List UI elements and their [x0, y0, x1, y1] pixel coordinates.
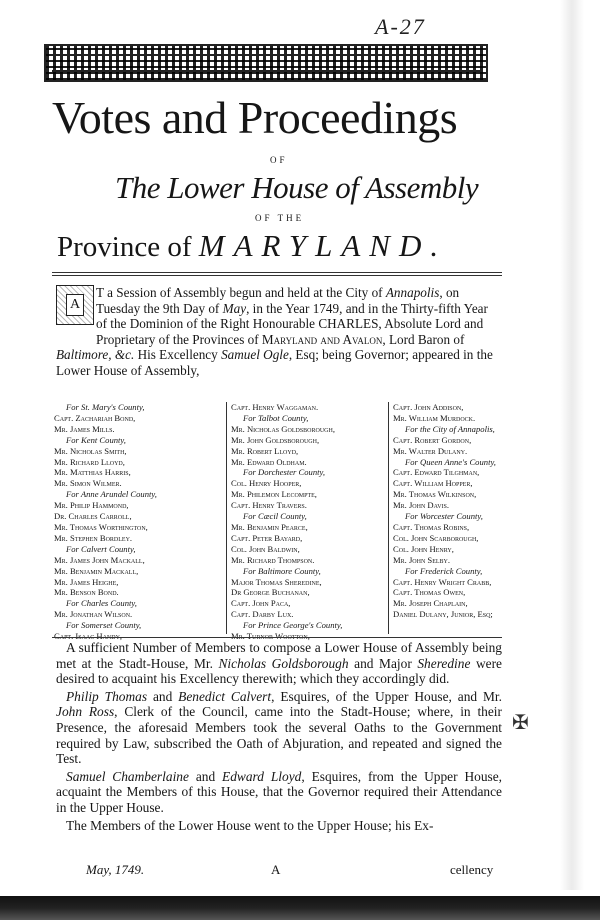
member-name: Mr. Benjamin Mackall, [54, 565, 139, 576]
member-name: Capt. John Paca, [231, 598, 291, 609]
title-lower-house: The Lower House of Assembly [115, 170, 479, 205]
member-name: Mr. Stephen Bordley. [54, 532, 133, 543]
county-heading: For Frederick County, [405, 565, 483, 576]
title-province-label: Province of [57, 231, 192, 263]
member-name: Mr. Simon Wilmer. [54, 478, 122, 489]
county-heading: For Worcester County, [405, 511, 483, 522]
member-name: Major Thomas Sheredine, [231, 576, 322, 587]
member-name: Mr. John Goldsborough, [231, 434, 320, 445]
divider [52, 637, 502, 638]
intro-text: , Esq; being Governor; appeared in the Lower House of Assembly, [56, 347, 493, 378]
intro-provinces: Maryland and Avalon [261, 331, 383, 347]
member-name: Capt. Henry Waggaman. [231, 402, 319, 412]
member-name: Mr. James Heighe, [54, 576, 119, 587]
member-name: Capt. Thomas Robins, [393, 521, 470, 532]
member-name: Capt. Henry Travers. [231, 500, 307, 511]
page-footer [56, 862, 502, 882]
member-name: Capt. Henry Wright Crabb, [393, 576, 492, 587]
member-name: Capt. John Addison, [393, 402, 464, 412]
county-heading: For Queen Anne's County, [405, 456, 496, 467]
divider [52, 272, 502, 273]
footer-date: May, 1749. [86, 862, 145, 877]
paragraph: A sufficient Number of Members to compose a Lower House of Assembly being met at the Stadt-House, Mr. Nicholas Goldsborough and Major Sheredine were desired to acquaint his Excellency therewith; which they accordingly did. [56, 640, 502, 687]
ornamental-border [44, 44, 488, 82]
intro-governor: Samuel Ogle [221, 347, 289, 362]
member-name: Mr. James Mills. [54, 423, 115, 434]
member-name: Mr. Turnor Wootton, [231, 631, 310, 642]
member-name: Daniel Dulany, Junior, Esq; [393, 609, 493, 620]
intro-may: May [222, 300, 247, 316]
member-name: Col. Henry Hooper, [231, 478, 302, 489]
member-name: Dr. Charles Carroll, [54, 511, 132, 522]
members-column-2 [226, 402, 391, 642]
member-name: Mr. Nicholas Smith, [54, 445, 127, 456]
drop-cap-letter: A [66, 294, 84, 316]
member-name: Mr. Thomas Worthington, [54, 521, 148, 532]
member-name: Mr. William Murdock. [393, 412, 476, 423]
intro-annapolis: Annapolis [385, 285, 440, 300]
catchword: cellency [450, 862, 494, 877]
title-maryland: MARYLAND. [198, 228, 448, 263]
intro-paragraph [56, 285, 502, 378]
member-name: Mr. James John Mackall, [54, 554, 145, 565]
member-name: Capt. Peter Bayard, [231, 532, 303, 543]
title-province [57, 228, 447, 264]
page-edge-shadow [560, 0, 600, 920]
county-heading: For Talbot County, [243, 412, 309, 423]
county-heading: For the City of Annapolis, [405, 423, 495, 434]
intro-text: , in the Year 1749, and in the Thirty-fifth Year of the Dominion of the Right Honourable CHARLES, Absolute Lord and Proprietary of the Provinces of [96, 300, 488, 347]
member-name: Mr. Matthias Harris, [54, 467, 131, 478]
county-heading: For Cæcil County, [243, 511, 307, 522]
paragraph: The Members of the Lower House went to the Upper House; his Ex- [66, 817, 434, 833]
member-name: Capt. Thomas Owen, [393, 587, 466, 598]
intro-text: , Lord Baron of [382, 331, 465, 347]
member-name: Dr George Buchanan, [231, 587, 310, 598]
members-column-1 [54, 402, 222, 642]
members-list [54, 402, 502, 642]
county-heading: For Anne Arundel County, [66, 489, 157, 500]
paragraph: Philip Thomas and Benedict Calvert, Esquires, of the Upper House, and Mr. John Ross, Clerk of the Council, came into the Stadt-House; where, in their Presence, the aforesaid Members took the several Oaths to the Government required by Law, subscribed the Oath of Abjuration, and repeated and signed the Test. [56, 688, 502, 767]
member-name: Mr. John Selby. [393, 554, 451, 565]
intro-text: , on Tuesday the 9th Day of [96, 285, 460, 316]
member-name: Mr. Jonathan Wilson. [54, 609, 133, 620]
member-name: Mr. Edward Oldham. [231, 456, 307, 467]
margin-hash-icon: ✠ [512, 712, 529, 734]
member-name: Capt. Isaac Handy, [54, 631, 123, 642]
paragraph: Samuel Chamberlaine and Edward Lloyd, Esquires, from the Upper House, acquaint the Members of this House, that the Governor required their Attendance in the Upper House. [56, 768, 503, 815]
county-heading: For Somerset County, [66, 620, 142, 631]
member-name: Capt. Zachariah Bond, [54, 412, 136, 423]
signature-mark: A [271, 862, 281, 877]
member-name: Mr. Philemon Lecompte, [231, 489, 317, 500]
member-name: Capt. Darby Lux. [231, 609, 294, 620]
member-name: Capt. Edward Tilghman, [393, 467, 480, 478]
intro-text: T a Session of Assembly begun and held at the City of [96, 285, 386, 300]
intro-baltimore: Baltimore, &c. [56, 347, 135, 362]
member-name: Mr. Walter Dulany. [393, 445, 468, 456]
members-column-3 [388, 402, 521, 634]
divider [52, 275, 502, 276]
county-heading: For Calvert County, [66, 543, 136, 554]
member-name: Mr. Richard Thompson. [231, 554, 315, 565]
member-name: Capt. Robert Gordon, [393, 434, 472, 445]
county-heading: For St. Mary's County, [66, 402, 145, 412]
member-name: Mr. Philip Hammond, [54, 500, 129, 511]
member-name: Col. John Baldwin, [231, 543, 300, 554]
member-name: Mr. Thomas Wilkinson, [393, 489, 477, 500]
member-name: Mr. Benjamin Pearce, [231, 521, 308, 532]
manuscript-mark: A-27 [375, 14, 426, 39]
member-name: Mr. Richard Lloyd, [54, 456, 125, 467]
member-name: Col. John Scarborough, [393, 532, 479, 543]
county-heading: For Kent County, [66, 434, 126, 445]
member-name: Mr. Nicholas Goldsborough, [231, 423, 335, 434]
member-name: Mr. John Davis. [393, 500, 450, 511]
county-heading: For Baltimore County, [243, 565, 321, 576]
intro-text: His Excellency [134, 347, 222, 362]
county-heading: For Prince George's County, [243, 620, 343, 631]
member-name: Mr. Robert Lloyd, [231, 445, 299, 456]
proceedings-body [56, 640, 502, 835]
county-heading: For Dorchester County, [243, 467, 326, 478]
member-name: Col. John Henry, [393, 543, 454, 554]
county-heading: For Charles County, [66, 598, 137, 609]
member-name: Mr. Benson Bond. [54, 587, 119, 598]
title-of-the: OF THE [255, 213, 305, 223]
title-votes-and-proceedings: Votes and Proceedings [52, 92, 458, 143]
binding-edge [0, 890, 600, 920]
title-of: OF [270, 155, 288, 165]
member-name: Capt. William Hopper, [393, 478, 473, 489]
member-name: Mr. Joseph Chaplain, [393, 598, 468, 609]
